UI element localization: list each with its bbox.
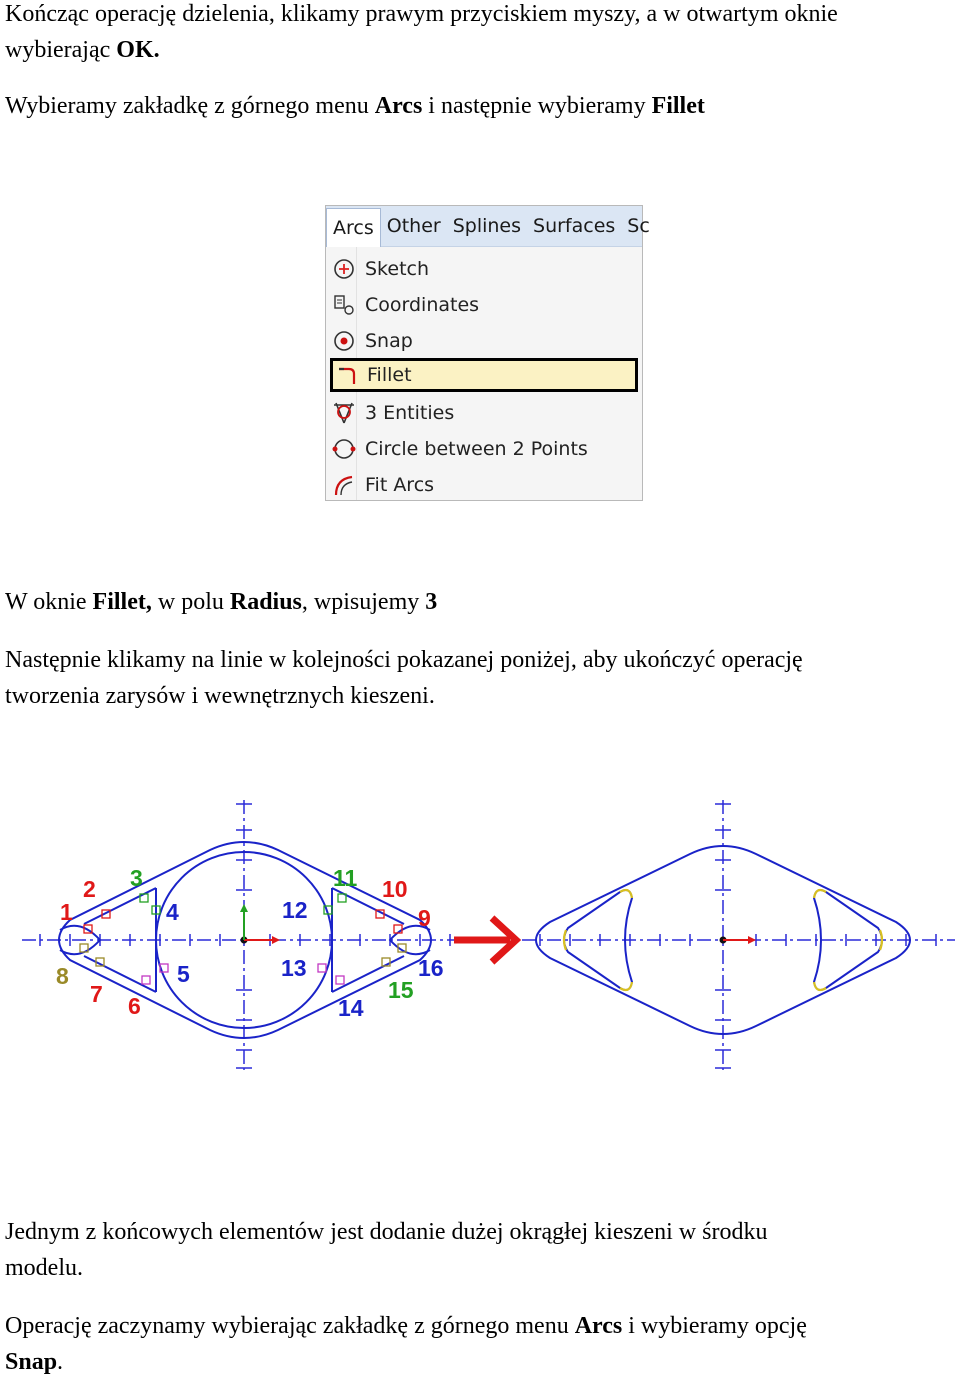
menu-item-3-entities[interactable] [329, 396, 639, 430]
arcs-menu-screenshot [325, 205, 650, 501]
menu-item-label: Fit Arcs [365, 474, 435, 496]
paragraph-text: Jednym z końcowych elementów jest dodanie dużej okrągłej kieszeni w środku [5, 1219, 768, 1245]
order-label-14: 14 [338, 995, 364, 1021]
menu-item-circle-between-2-points[interactable] [329, 432, 639, 466]
menu-tab-arcs[interactable]: Arcs [326, 208, 381, 247]
snap-instruction-paragraph [5, 1308, 955, 1380]
menu-tab-splines[interactable]: Splines [452, 215, 522, 237]
paragraph-text: , wpisujemy [301, 589, 426, 615]
click-order-paragraph [5, 642, 955, 714]
order-label-13: 13 [281, 955, 307, 981]
order-label-3: 3 [130, 865, 143, 891]
fillet-order-diagram [0, 790, 960, 1080]
paragraph-text: Kończąc operację dzielenia, klikamy prawym przyciskiem myszy, a w otwartym oknie [5, 1, 838, 27]
fit-arcs-icon [331, 472, 357, 498]
radius-instruction-paragraph [5, 584, 955, 620]
circular-pocket-paragraph [5, 1214, 955, 1286]
order-label-15: 15 [388, 977, 414, 1003]
menu-item-label: Fillet [367, 364, 412, 386]
order-label-9: 9 [418, 905, 431, 931]
order-label-16: 16 [418, 955, 444, 981]
menu-item-label: Sketch [365, 258, 430, 280]
right-origin-marker [720, 936, 757, 944]
paragraph-text: . [57, 1349, 64, 1375]
menu-item-fillet[interactable] [330, 358, 638, 392]
paragraph-bold-text: OK. [116, 37, 160, 63]
order-label-10: 10 [382, 876, 408, 902]
paragraph-bold-text: Arcs [574, 1313, 623, 1339]
paragraph-text: Operację zaczynamy wybierając zakładkę z górnego menu [5, 1313, 575, 1339]
order-label-2: 2 [83, 876, 96, 902]
right-sketch-result [522, 800, 955, 1070]
menu-item-label: Coordinates [365, 294, 480, 316]
paragraph-text: tworzenia zarysów i wewnętrznych kieszeni. [5, 683, 435, 709]
three-entities-icon [331, 400, 357, 426]
menu-tab-truncated[interactable]: Sc [627, 215, 650, 237]
order-label-11: 11 [333, 865, 358, 891]
circle-two-points-icon [331, 436, 357, 462]
menu-dropdown [326, 247, 642, 500]
paragraph-text: modelu. [5, 1255, 83, 1281]
menu-item-label: Circle between 2 Points [365, 438, 588, 460]
paragraph-text: Wybieramy zakładkę z górnego menu [5, 93, 375, 119]
paragraph-bold-text: Fillet, [92, 589, 152, 615]
menu-item-snap[interactable] [329, 324, 639, 358]
paragraph-text: i wybieramy opcję [622, 1313, 807, 1339]
menu-tab-surfaces[interactable]: Surfaces [533, 215, 616, 237]
paragraph-bold-text: Arcs [374, 93, 423, 119]
menu-item-label: 3 Entities [365, 402, 455, 424]
order-label-4: 4 [166, 899, 179, 925]
paragraph-bold-text: 3 [425, 589, 438, 615]
fillet-icon [335, 362, 361, 388]
order-label-6: 6 [128, 993, 141, 1019]
coordinates-icon [331, 292, 357, 318]
order-label-12: 12 [282, 897, 308, 923]
menu-item-sketch[interactable] [329, 252, 639, 286]
paragraph-bold-text: Fillet [651, 93, 705, 119]
sketch-circle-icon [331, 256, 357, 282]
paragraph-text: wybierając [5, 37, 117, 63]
order-label-5: 5 [177, 961, 190, 987]
menu-tab-other[interactable]: Other [386, 215, 441, 237]
intro-paragraph [5, 0, 955, 68]
arcs-instruction-paragraph [5, 88, 955, 124]
menu-item-coordinates[interactable] [329, 288, 639, 322]
paragraph-text: W oknie [5, 589, 93, 615]
paragraph-text: w polu [151, 589, 230, 615]
menu-item-fit-arcs[interactable] [329, 468, 639, 502]
left-origin-marker [240, 904, 280, 944]
paragraph-text: Następnie klikamy na linie w kolejności pokazanej poniżej, aby ukończyć operację [5, 647, 803, 673]
result-arrow-icon [454, 918, 516, 962]
paragraph-text: i następnie wybieramy [422, 93, 652, 119]
order-label-8: 8 [56, 963, 69, 989]
paragraph-bold-text: Snap [5, 1349, 58, 1375]
menu-item-label: Snap [365, 330, 413, 352]
paragraph-bold-text: Radius [229, 589, 302, 615]
snap-icon [331, 328, 357, 354]
order-label-7: 7 [90, 981, 103, 1007]
menu-bar [326, 206, 650, 247]
left-sketch [22, 800, 460, 1070]
order-label-1: 1 [60, 899, 73, 925]
order-labels [56, 865, 444, 1021]
